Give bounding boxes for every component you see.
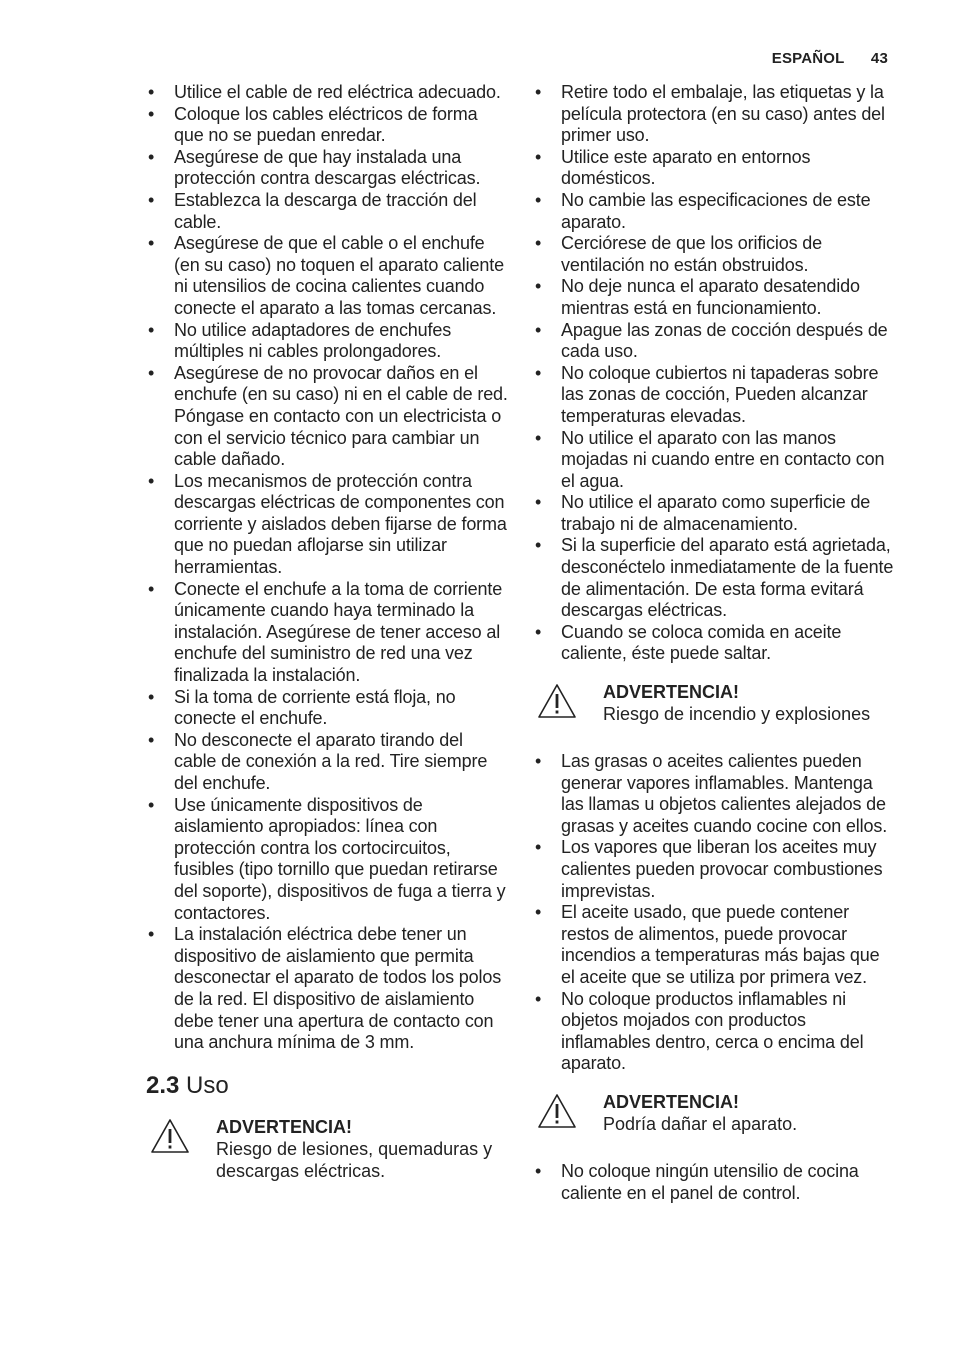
list-item: • Si la toma de corriente está floja, no conecte el enchufe. <box>146 687 508 730</box>
warning-title: ADVERTENCIA! <box>216 1116 353 1137</box>
left-column <box>146 82 508 1192</box>
list-item: • Asegúrese de no provocar daños en el enchufe (en su caso) ni en el cable de red. Póngase en contacto con un electricista o con el servicio técnico para cambiar un cable dañado. <box>146 363 508 471</box>
list-item: • Las grasas o aceites calientes pueden generar vapores inflamables. Mantenga las llamas u objetos calientes alejados de grasas y aceites cuando cocine con ellos. <box>533 751 895 837</box>
warning-triangle-icon <box>150 1118 190 1154</box>
warning-title: ADVERTENCIA! <box>603 682 740 703</box>
right-column <box>533 82 895 1204</box>
safety-list-fire <box>533 751 895 1075</box>
list-item: • Cuando se coloca comida en aceite caliente, éste puede saltar. <box>533 622 895 665</box>
section-title: Uso <box>186 1071 229 1099</box>
list-item: • Establezca la descarga de tracción del cable. <box>146 190 508 233</box>
list-item: • Cerciórese de que los orificios de ventilación no están obstruidos. <box>533 233 895 276</box>
list-item: • Apague las zonas de cocción después de cada uso. <box>533 320 895 363</box>
warning-triangle-icon <box>537 1093 577 1129</box>
page-header <box>772 50 888 67</box>
list-item: • La instalación eléctrica debe tener un dispositivo de aislamiento que permita desconectar el aparato de todos los polos de la red. El dispositivo de aislamiento debe tener una apertura de contacto con una anchura mínima de 3 mm. <box>146 924 508 1054</box>
list-item: • No coloque productos inflamables ni objetos mojados con productos inflamables dentro, cerca o encima del aparato. <box>533 989 895 1075</box>
list-item: • Si la superficie del aparato está agrietada, desconéctelo inmediatamente de la fuente de alimentación. De esta forma evitará descargas eléctricas. <box>533 535 895 621</box>
list-item: • No desconecte el aparato tirando del cable de conexión a la red. Tire siempre del enchufe. <box>146 730 508 795</box>
list-item: • Conecte el enchufe a la toma de corriente únicamente cuando haya terminado la instalación. Asegúrese de tener acceso al enchufe del suministro de red una vez finalizada la instalación. <box>146 579 508 687</box>
warning-box <box>146 1116 508 1182</box>
list-item: • Asegúrese de que hay instalada una protección contra descargas eléctricas. <box>146 147 508 190</box>
warning-text: Riesgo de lesiones, quemaduras y descargas eléctricas. <box>216 1138 493 1181</box>
warning-text: Podría dañar el aparato. <box>603 1113 798 1134</box>
list-item: • No utilice el aparato con las manos mojadas ni cuando entre en contacto con el agua. <box>533 428 895 493</box>
warning-triangle-icon <box>537 683 577 719</box>
list-item: • Asegúrese de que el cable o el enchufe (en su caso) no toquen el aparato caliente ni utensilios de cocina calientes cuando conecte el aparato a las tomas cercanas. <box>146 233 508 319</box>
page-number: 43 <box>870 50 888 67</box>
list-item: • Coloque los cables eléctricos de forma que no se puedan enredar. <box>146 104 508 147</box>
list-item: • Los mecanismos de protección contra descargas eléctricas de componentes con corriente y aislados deben fijarse de forma que no puedan aflojarse sin utilizar herramientas. <box>146 471 508 579</box>
section-number: 2.3 <box>146 1071 180 1099</box>
list-item: • No coloque cubiertos ni tapaderas sobre las zonas de cocción, Pueden alcanzar temperaturas elevadas. <box>533 363 895 428</box>
list-item: • Utilice este aparato en entornos domésticos. <box>533 147 895 190</box>
warning-text: Riesgo de incendio y explosiones <box>603 704 871 725</box>
list-item: • Use únicamente dispositivos de aislamiento apropiados: línea con protección contra los cortocircuitos, fusibles (tipo tornillo que puedan retirarse del soporte), dispositivos de fuga a tierra y contactores. <box>146 795 508 925</box>
warning-box <box>533 1091 895 1135</box>
list-item: • No utilice el aparato como superficie de trabajo ni de almacenamiento. <box>533 492 895 535</box>
section-heading <box>146 1072 508 1100</box>
list-item: • Utilice el cable de red eléctrica adecuado. <box>146 82 508 104</box>
warning-box <box>533 681 895 725</box>
list-item: • No coloque ningún utensilio de cocina caliente en el panel de control. <box>533 1161 895 1204</box>
list-item: • No deje nunca el aparato desatendido mientras está en funcionamiento. <box>533 276 895 319</box>
language-label: ESPAÑOL <box>771 50 845 67</box>
list-item: • El aceite usado, que puede contener restos de alimentos, puede provocar incendios a temperaturas más bajas que el aceite que se utiliza por primera vez. <box>533 902 895 988</box>
safety-list-control-panel <box>533 1161 895 1204</box>
list-item: • Retire todo el embalaje, las etiquetas y la película protectora (en su caso) antes del primer uso. <box>533 82 895 147</box>
list-item: • No utilice adaptadores de enchufes múltiples ni cables prolongadores. <box>146 320 508 363</box>
safety-list-use <box>533 82 895 665</box>
list-item: • No cambie las especificaciones de este aparato. <box>533 190 895 233</box>
warning-title: ADVERTENCIA! <box>603 1091 740 1112</box>
list-item: • Los vapores que liberan los aceites muy calientes pueden provocar combustiones imprevistas. <box>533 837 895 902</box>
safety-list-electrical <box>146 82 508 1054</box>
